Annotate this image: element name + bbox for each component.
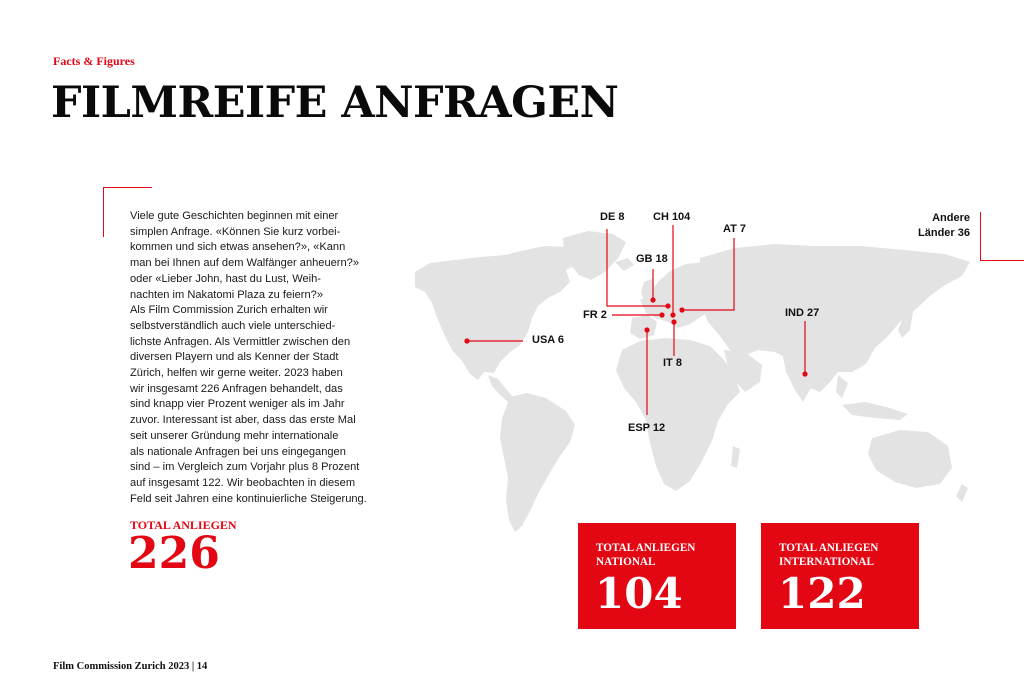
south-america-shape bbox=[500, 393, 575, 532]
india-shape bbox=[782, 350, 820, 402]
map-label-other-line2: Länder 36 bbox=[918, 227, 970, 239]
madagascar-shape bbox=[731, 446, 740, 468]
map-label-esp: ESP 12 bbox=[628, 422, 666, 434]
national-total-value: 104 bbox=[595, 569, 683, 618]
text-line: simplen Anfrage. «Können Sie kurz vorbei- bbox=[130, 225, 341, 238]
map-label-ind: IND 27 bbox=[785, 307, 820, 319]
marker-ind bbox=[802, 371, 807, 376]
national-total-box bbox=[578, 523, 736, 629]
marker-fr bbox=[659, 312, 664, 317]
international-total-label: TOTAL ANLIEGEN INTERNATIONAL bbox=[779, 542, 879, 568]
text-line: nachten im Nakatomi Plaza zu feiern?» bbox=[130, 288, 324, 301]
marker-at bbox=[679, 307, 684, 312]
text-line: Zürich, helfen wir gerne weiter. 2023 haben bbox=[130, 367, 343, 380]
page-title: FILMREIFE ANFRAGEN bbox=[51, 78, 619, 128]
text-line: auf insgesamt 122. Wir beobachten in diesem bbox=[130, 476, 356, 489]
map-label-fr: FR 2 bbox=[583, 309, 607, 321]
map-label-other bbox=[918, 211, 970, 241]
marker-de bbox=[665, 303, 670, 308]
iceland-shape bbox=[615, 258, 634, 271]
text-line: man bei Ihnen auf dem Walfänger anheuern?» bbox=[130, 257, 360, 270]
marker-usa bbox=[464, 338, 469, 343]
text-line: Viele gute Geschichten beginnen mit einer bbox=[130, 210, 339, 222]
text-line: Als Film Commission Zurich erhalten wir bbox=[130, 304, 328, 317]
text-line: sind – im Vergleich zum Vorjahr plus 8 Prozent bbox=[130, 461, 360, 474]
section-kicker: Facts & Figures bbox=[53, 54, 135, 68]
text-line: seit unserer Gründung mehr internationale bbox=[130, 429, 339, 442]
text-line: wir insgesamt 226 Anfragen behandelt, das bbox=[130, 382, 343, 395]
map-label-usa: USA 6 bbox=[532, 334, 564, 346]
text-line: zuvor. Interessant ist aber, dass das erste Mal bbox=[130, 414, 356, 427]
greenland-shape bbox=[563, 231, 626, 280]
marker-ch bbox=[670, 312, 675, 317]
international-total-value: 122 bbox=[778, 569, 866, 618]
map-label-gb: GB 18 bbox=[636, 253, 668, 265]
page-footer: Film Commission Zurich 2023 | 14 bbox=[53, 661, 208, 672]
north-america-shape bbox=[415, 246, 580, 380]
marker-esp bbox=[644, 327, 649, 332]
text-line: kommen und sich etwas ansehen?», «Kann bbox=[130, 241, 346, 254]
indonesia-shape bbox=[842, 402, 908, 420]
text-line: Feld seit Jahren eine kontinuierliche Steigerung. bbox=[130, 492, 367, 505]
text-line: sind knapp vier Prozent weniger als im Jahr bbox=[130, 398, 345, 411]
total-label: TOTAL ANLIEGEN bbox=[130, 518, 237, 532]
total-value: 226 bbox=[128, 528, 220, 579]
text-line: oder «Lieber John, hast du Lust, Weih- bbox=[130, 272, 321, 285]
iberia-shape bbox=[630, 315, 657, 339]
australia-shape bbox=[868, 430, 952, 488]
international-total-box bbox=[761, 523, 919, 629]
map-label-other-line1: Andere bbox=[932, 212, 970, 224]
marker-gb bbox=[650, 297, 655, 302]
map-label-ch: CH 104 bbox=[653, 211, 691, 223]
text-line: lichste Anfragen. Als Vermittler zwischen den bbox=[130, 335, 351, 348]
world-map-land bbox=[415, 231, 970, 532]
southeast-asia-shape bbox=[836, 375, 848, 398]
map-label-it: IT 8 bbox=[663, 357, 682, 369]
map-label-de: DE 8 bbox=[600, 211, 625, 223]
text-line: selbstverständlich auch viele unterschied- bbox=[130, 319, 336, 332]
national-total-label: TOTAL ANLIEGEN NATIONAL bbox=[596, 542, 696, 568]
central-america-shape bbox=[488, 375, 513, 402]
text-line: diversen Playern und als Kenner der Stadt bbox=[130, 351, 339, 364]
marker-it bbox=[671, 319, 676, 324]
map-label-at: AT 7 bbox=[723, 223, 747, 235]
new-zealand-shape bbox=[956, 484, 968, 502]
text-line: als nationale Anfragen bei uns eingegangen bbox=[130, 445, 346, 458]
